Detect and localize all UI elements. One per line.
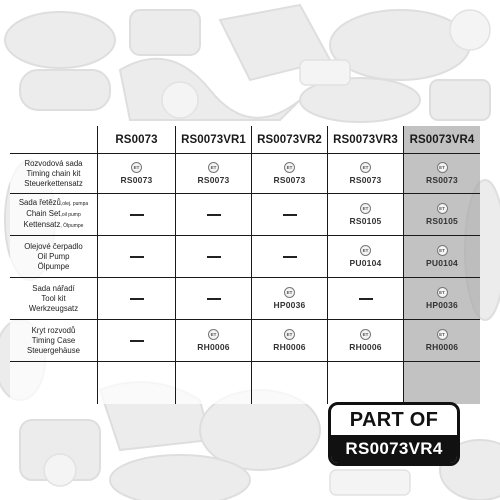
comparison-table bbox=[10, 126, 480, 404]
et-logo-icon: ET bbox=[360, 245, 371, 256]
row-label-line: Olejové čerpadlo bbox=[24, 241, 83, 251]
table-cell bbox=[176, 278, 252, 320]
part-code: RS0073 bbox=[273, 175, 306, 185]
table-empty-cell bbox=[10, 362, 98, 404]
part-code: PU0104 bbox=[349, 258, 382, 268]
row-label-line bbox=[19, 209, 88, 220]
table-empty-cell bbox=[252, 362, 328, 404]
column-header-label: RS0073VR3 bbox=[333, 133, 398, 146]
table-cell bbox=[176, 236, 252, 278]
badge-line2: RS0073VR4 bbox=[331, 435, 457, 463]
et-logo-icon: ET bbox=[360, 162, 371, 173]
et-logo-icon: ET bbox=[437, 287, 448, 298]
column-header-label: RS0073 bbox=[115, 133, 158, 146]
table-cell-highlighted bbox=[404, 194, 480, 236]
label-main: Sada řetězů bbox=[18, 198, 61, 207]
dash-icon bbox=[130, 340, 144, 342]
table-cell bbox=[328, 194, 404, 236]
row-label-line: Timing Case bbox=[31, 335, 76, 345]
dash-icon bbox=[130, 298, 144, 300]
table-cell bbox=[328, 154, 404, 194]
table-cell bbox=[98, 236, 176, 278]
label-main: Kettensatz bbox=[23, 220, 61, 229]
row-label bbox=[10, 278, 98, 320]
table-cell-highlighted bbox=[404, 154, 480, 194]
et-logo-icon: ET bbox=[131, 162, 142, 173]
part-code: RS0073 bbox=[197, 175, 230, 185]
et-logo-icon: ET bbox=[437, 203, 448, 214]
label-small: ,oil pump bbox=[60, 212, 81, 218]
table-cell-highlighted bbox=[404, 278, 480, 320]
column-header-label: RS0073VR1 bbox=[181, 133, 246, 146]
table-cell bbox=[252, 278, 328, 320]
dash-icon bbox=[207, 214, 221, 216]
row-label bbox=[10, 154, 98, 194]
et-logo-icon: ET bbox=[208, 162, 219, 173]
part-code: RH0006 bbox=[425, 342, 459, 352]
table-cell bbox=[98, 194, 176, 236]
row-label-line bbox=[19, 198, 88, 209]
table-cell bbox=[98, 320, 176, 362]
et-logo-icon: ET bbox=[360, 203, 371, 214]
row-label-line: Tool kit bbox=[41, 293, 66, 303]
part-code: HP0036 bbox=[426, 300, 458, 310]
table-empty-cell bbox=[176, 362, 252, 404]
part-code: RH0006 bbox=[197, 342, 230, 352]
table-cell bbox=[252, 320, 328, 362]
part-code: PU0104 bbox=[426, 258, 458, 268]
table-empty-cell bbox=[98, 362, 176, 404]
column-header-label: RS0073VR2 bbox=[257, 133, 322, 146]
table-cell bbox=[252, 154, 328, 194]
label-small: ,olej. pumpa bbox=[60, 201, 89, 207]
table-cell bbox=[176, 194, 252, 236]
column-header-highlighted bbox=[404, 126, 480, 154]
row-label-line: Timing chain kit bbox=[26, 168, 81, 178]
et-logo-icon: ET bbox=[437, 329, 448, 340]
row-label-line: Steuerkettensatz bbox=[24, 178, 83, 188]
row-label-line: Sada nářadí bbox=[32, 283, 75, 293]
et-logo-icon: ET bbox=[437, 162, 448, 173]
row-label bbox=[10, 194, 98, 236]
column-header bbox=[328, 126, 404, 154]
part-code: HP0036 bbox=[273, 300, 306, 310]
part-code: RS0073 bbox=[120, 175, 153, 185]
column-header-label: RS0073VR4 bbox=[409, 133, 475, 146]
part-of-badge bbox=[328, 402, 460, 466]
table-cell bbox=[252, 194, 328, 236]
table-cell bbox=[328, 320, 404, 362]
column-header bbox=[176, 126, 252, 154]
row-label bbox=[10, 236, 98, 278]
dash-icon bbox=[207, 256, 221, 258]
dash-icon bbox=[283, 256, 297, 258]
dash-icon bbox=[130, 256, 144, 258]
dash-icon bbox=[283, 214, 297, 216]
row-label-line: Werkzeugsatz bbox=[28, 303, 79, 313]
badge-line1: PART OF bbox=[349, 408, 439, 431]
column-header bbox=[252, 126, 328, 154]
table-cell bbox=[98, 278, 176, 320]
et-logo-icon: ET bbox=[208, 329, 219, 340]
row-label bbox=[10, 320, 98, 362]
table-cell-highlighted bbox=[404, 320, 480, 362]
part-code: RS0105 bbox=[426, 216, 458, 226]
et-logo-icon: ET bbox=[284, 162, 295, 173]
et-logo-icon: ET bbox=[284, 329, 295, 340]
et-logo-icon: ET bbox=[284, 287, 295, 298]
dash-icon bbox=[207, 298, 221, 300]
dash-icon bbox=[130, 214, 144, 216]
table-corner bbox=[10, 126, 98, 154]
table-cell bbox=[176, 154, 252, 194]
row-label-line: Kryt rozvodů bbox=[31, 325, 76, 335]
table-empty-cell-highlighted bbox=[404, 362, 480, 404]
table-cell-highlighted bbox=[404, 236, 480, 278]
table-cell bbox=[176, 320, 252, 362]
row-label-line: Steuergehäuse bbox=[27, 345, 80, 355]
column-header bbox=[98, 126, 176, 154]
row-label-line bbox=[19, 220, 88, 231]
row-label-line: Rozvodová sada bbox=[24, 158, 83, 168]
part-code: RS0073 bbox=[349, 175, 382, 185]
part-code: RH0006 bbox=[273, 342, 306, 352]
table-cell bbox=[252, 236, 328, 278]
row-label-line: Ölpumpe bbox=[37, 261, 70, 271]
table-cell bbox=[98, 154, 176, 194]
table-empty-cell bbox=[328, 362, 404, 404]
label-main: Chain Set bbox=[26, 209, 61, 218]
et-logo-icon: ET bbox=[437, 245, 448, 256]
et-logo-icon: ET bbox=[360, 329, 371, 340]
table-cell bbox=[328, 236, 404, 278]
part-code: RH0006 bbox=[349, 342, 382, 352]
row-label-line: Oil Pump bbox=[37, 251, 70, 261]
part-code: RS0105 bbox=[349, 216, 382, 226]
part-code: RS0073 bbox=[426, 175, 458, 185]
label-small: , Ölpumpe bbox=[60, 223, 84, 229]
dash-icon bbox=[359, 298, 373, 300]
table-cell bbox=[328, 278, 404, 320]
